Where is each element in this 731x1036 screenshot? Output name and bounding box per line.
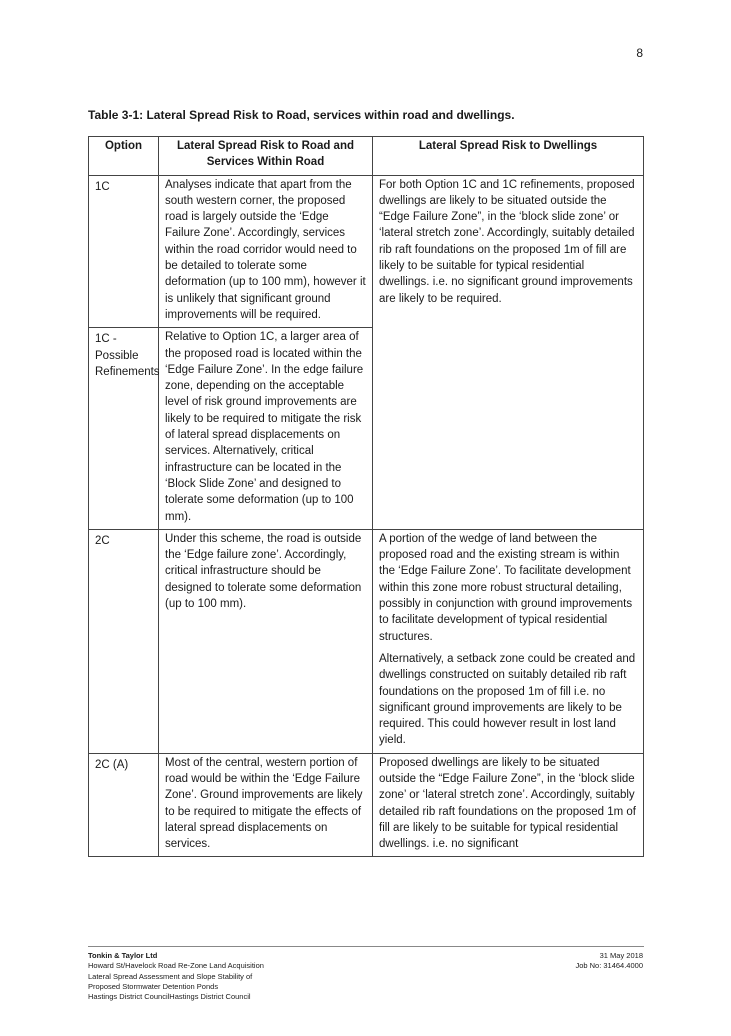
page-number: 8 xyxy=(636,46,643,60)
table-row xyxy=(89,529,644,753)
footer-project-line: Howard St/Havelock Road Re-Zone Land Acquisition xyxy=(88,961,264,971)
footer-project-line: Lateral Spread Assessment and Slope Stability of xyxy=(88,971,253,981)
header-dwellings-risk: Lateral Spread Risk to Dwellings xyxy=(373,137,644,176)
option-cell: 2C xyxy=(89,529,159,753)
dwellings-risk-cell xyxy=(373,529,644,753)
footer-client: Hastings District CouncilHastings District Council xyxy=(88,992,251,1002)
footer-divider xyxy=(88,946,644,947)
road-risk-cell: Under this scheme, the road is outside the ‘Edge failure zone’. Accordingly, critical infrastructure should be designed to tolerate some deformation (up to 100 mm). xyxy=(159,529,373,753)
table-row xyxy=(89,753,644,857)
footer-date-job xyxy=(575,951,643,972)
table-row xyxy=(89,175,644,328)
header-option: Option xyxy=(89,137,159,176)
dwellings-paragraph: A portion of the wedge of land between the proposed road and the existing stream is within the ‘Edge Failure Zone’. To facilitate development within this zone more robust structural detailing, possibly in conjunction with ground improvements to facilitate development of typical residential structures. xyxy=(379,532,633,643)
road-risk-cell: Relative to Option 1C, a larger area of the proposed road is located within the ‘Edge Failure Zone’. In the edge failure zone, depending on the acceptable level of risk ground improvements are likely to be required to mitigate the risk of lateral spread displacements on services. Alternatively, critical infrastructure can be located in the ‘Block Slide Zone’ and designed to tolerate some deformation (up to 100 mm). xyxy=(159,328,373,530)
dwellings-risk-cell: For both Option 1C and 1C refinements, proposed dwellings are likely to be situated outside the “Edge Failure Zone”, in the ‘block slide zone’ or ‘lateral stretch zone’. Accordingly, suitably detailed rib raft foundations on the proposed 1m of fill are likely to be suitable for typical residential dwellings. i.e. no significant ground improvements are likely to be required. xyxy=(373,175,644,529)
road-risk-cell: Analyses indicate that apart from the south western corner, the proposed road is largely outside the ‘Edge Failure Zone’. Accordingly, services within the road corridor would need to be detailed to tolerate some deformation (up to 100 mm), however it is unlikely that significant ground improvements will be required. xyxy=(159,175,373,328)
table-header-row xyxy=(89,137,644,176)
footer-company: Tonkin & Taylor Ltd xyxy=(88,951,158,960)
footer-project-info xyxy=(88,951,264,1002)
lateral-spread-risk-table xyxy=(88,136,644,857)
footer-project-line: Proposed Stormwater Detention Ponds xyxy=(88,981,219,991)
road-risk-cell: Most of the central, western portion of road would be within the ‘Edge Failure Zone’. Ground improvements are likely to be required to mitigate the effects of lateral spread displacements on services. xyxy=(159,753,373,857)
header-road-risk: Lateral Spread Risk to Road and Services Within Road xyxy=(159,137,373,176)
footer-job-number: Job No: 31464.4000 xyxy=(575,961,643,971)
table-caption: Table 3-1: Lateral Spread Risk to Road, services within road and dwellings. xyxy=(88,108,515,122)
dwellings-paragraph: Alternatively, a setback zone could be created and dwellings constructed on suitably detailed rib raft foundations on the proposed 1m of fill i.e. no significant ground improvements are likely to be required. This could however result in lost land yield. xyxy=(379,652,636,747)
option-cell: 2C (A) xyxy=(89,753,159,857)
option-cell: 1C xyxy=(89,175,159,328)
dwellings-risk-cell: Proposed dwellings are likely to be situated outside the “Edge Failure Zone”, in the ‘block slide zone’ or ‘lateral stretch zone’. Accordingly, suitably detailed rib raft foundations on the proposed 1m of fill are likely to be suitable for typical residential dwellings. i.e. no significant xyxy=(373,753,644,857)
option-cell: 1C - Possible Refinements xyxy=(89,328,159,530)
footer-date: 31 May 2018 xyxy=(599,951,643,960)
